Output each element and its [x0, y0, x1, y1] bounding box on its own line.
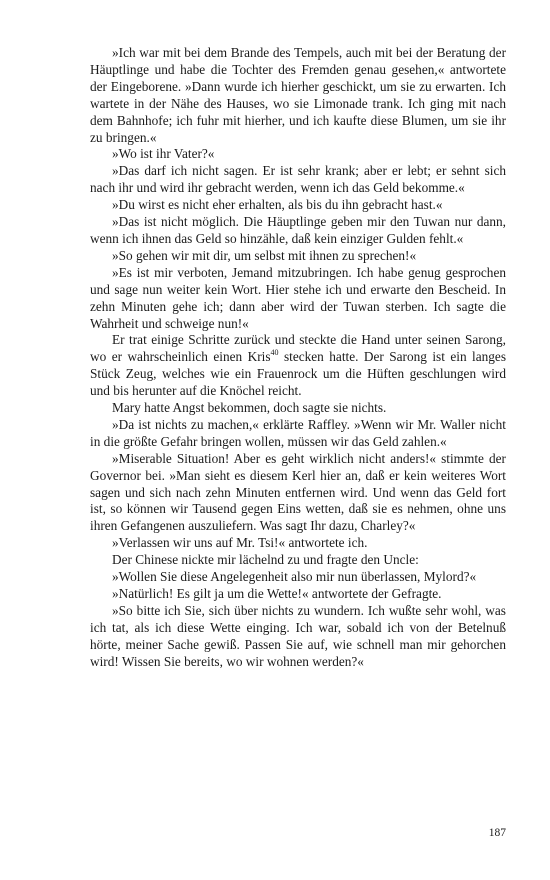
body-text: [90, 45, 506, 671]
paragraph: »Wo ist ihr Vater?«: [112, 146, 215, 162]
paragraph: »Wollen Sie diese Angelegenheit also mir nun überlassen, Mylord?«: [112, 569, 477, 585]
paragraph: »Du wirst es nicht eher erhalten, als bis du ihn gebracht hast.«: [112, 197, 443, 213]
footnote-reference: 40: [270, 348, 279, 358]
paragraph: »Es ist mir verboten, Jemand mitzubringen. Ich habe genug gesprochen und sage nun weiter kein Wort. Hier stehe ich und erwarte den Bescheid. In zehn Minuten gehe ich; dann aber wird der Tuwan sterben. Ich sagte die Wahrheit und schweige nun!«: [90, 264, 506, 331]
page-number: 187: [488, 827, 506, 839]
paragraph-text: Er trat einige Schritte zurück und steckte die Hand unter seinen Sarong, wo er wahrscheinlich einen Kris: [90, 332, 506, 365]
paragraph: »Das ist nicht möglich. Die Häuptlinge geben mir den Tuwan nur dann, wenn ich ihnen das Geld so hinzähle, daß kein einziger Gulden fehlt.«: [90, 214, 506, 246]
paragraph: »So bitte ich Sie, sich über nichts zu wundern. Ich wußte sehr wohl, was ich tat, als ich diese Wette einging. Ich war, sobald ich von der Betelnuß hörte, meiner Sache gewiß. Passen Sie auf, wie schnell man mir gehorchen wird! Wissen Sie bereits, wo wir wohnen werden?«: [90, 602, 506, 669]
paragraph: »Verlassen wir uns auf Mr. Tsi!« antwortete ich.: [112, 535, 368, 551]
paragraph: »Da ist nichts zu machen,« erklärte Raffley. »Wenn wir Mr. Waller nicht in die größte Gefahr bringen wollen, müssen wir das Geld zahlen.«: [90, 416, 506, 449]
paragraph-text: stecken hatte. Der Sarong ist ein langes Stück Zeug, welches wie ein Frauenrock um die Hüften geschlungen wird und bis herunter auf die Knöchel reicht.: [90, 349, 506, 399]
paragraph: »Natürlich! Es gilt ja um die Wette!« antwortete der Gefragte.: [112, 586, 442, 601]
paragraph: Mary hatte Angst bekommen, doch sagte sie nichts.: [112, 400, 387, 416]
paragraph: »Miserable Situation! Aber es geht wirklich nicht anders!« stimmte der Governor bei. »Man sieht es diesem Kerl hier an, daß er kein weiteres Wort sagen und sich nach zehn Minuten entfernen wird. Und wenn das Geld fort ist, so können wir Tausend gegen Eins wetten, daß sie es nehmen, ohne uns ihren Gefangenen auszuliefern. Was sagt Ihr dazu, Charley?«: [90, 450, 506, 534]
paragraph: Der Chinese nickte mir lächelnd zu und fragte den Uncle:: [112, 552, 419, 568]
paragraph: »Das darf ich nicht sagen. Er ist sehr krank; aber er lebt; er sehnt sich nach ihr und wird ihr gebracht werden, wenn ich das Geld bekomme.«: [90, 163, 506, 196]
paragraph-with-footnote: [90, 332, 506, 400]
paragraph: »So gehen wir mit dir, um selbst mit ihnen zu sprechen!«: [112, 247, 417, 263]
paragraph: »Ich war mit bei dem Brande des Tempels, auch mit bei der Beratung der Häuptlinge und habe die Tochter des Fremden genau gesehen,« antwortete der Eingeborene. »Dann wurde ich hierher geschickt, um sie zu erwarten. Ich wartete in der Nähe des Hauses, wo sie Limonade trank. Ich ging mit nach dem Bahnhofe; ich fuhr mit hierher, und ich kaufte diese Blumen, um sie ihr zu bringen.«: [90, 45, 506, 145]
